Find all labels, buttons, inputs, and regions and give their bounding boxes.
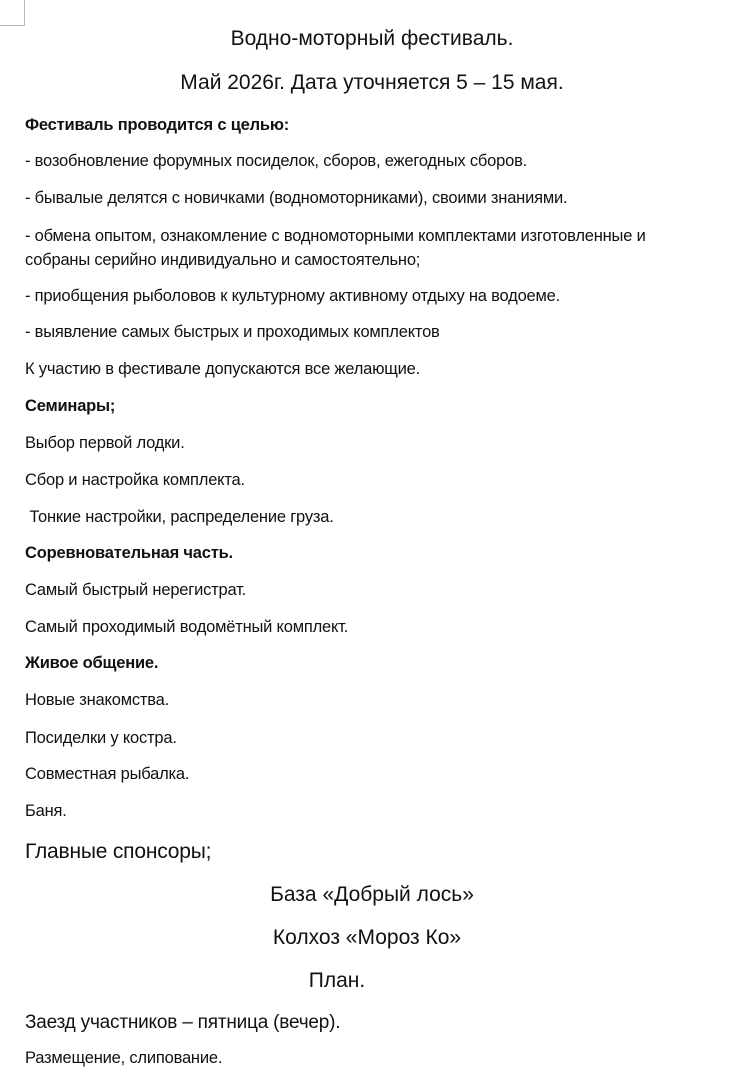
- competition-heading: Соревновательная часть.: [25, 544, 233, 562]
- participation-note: К участию в фестивале допускаются все желающие.: [25, 360, 421, 378]
- sponsor-item: Колхоз «Мороз Ко»: [272, 926, 462, 949]
- document-title: Водно-моторный фестиваль.: [230, 27, 514, 50]
- sponsors-heading: Главные спонсоры;: [25, 840, 212, 863]
- social-item: Новые знакомства.: [25, 691, 170, 709]
- purpose-item: - бывалые делятся с новичками (водномоторниками), своими знаниями.: [25, 189, 568, 207]
- plan-heading: План.: [308, 969, 366, 992]
- seminar-item: Сбор и настройка комплекта.: [25, 471, 245, 489]
- document-subtitle: Май 2026г. Дата уточняется 5 – 15 мая.: [180, 71, 564, 94]
- competition-item: Самый проходимый водомётный комплект.: [25, 618, 349, 636]
- seminars-heading: Семинары;: [25, 397, 116, 415]
- plan-item: Размещение, слипование.: [25, 1049, 223, 1067]
- social-item: Совместная рыбалка.: [25, 765, 190, 783]
- social-item: Посиделки у костра.: [25, 729, 177, 747]
- page-corner-mark: [0, 0, 25, 26]
- social-item: Баня.: [25, 802, 67, 820]
- social-heading: Живое общение.: [25, 654, 159, 672]
- seminar-item: Тонкие настройки, распределение груза.: [25, 508, 334, 526]
- plan-arrival: Заезд участников – пятница (вечер).: [25, 1012, 341, 1033]
- seminar-item: Выбор первой лодки.: [25, 434, 185, 452]
- purpose-item: - обмена опытом, ознакомление с водномоторными комплектами изготовленные и: [25, 227, 646, 245]
- purpose-item: - приобщения рыболовов к культурному активному отдыху на водоеме.: [25, 287, 561, 305]
- sponsor-item: База «Добрый лось»: [270, 883, 474, 906]
- purpose-item: - возобновление форумных посиделок, сборов, ежегодных сборов.: [25, 152, 528, 170]
- competition-item: Самый быстрый нерегистрат.: [25, 581, 247, 599]
- purpose-item: - выявление самых быстрых и проходимых комплектов: [25, 323, 440, 341]
- purpose-heading: Фестиваль проводится с целью:: [25, 116, 290, 134]
- purpose-item-continuation: собраны серийно индивидуально и самостоятельно;: [25, 251, 421, 269]
